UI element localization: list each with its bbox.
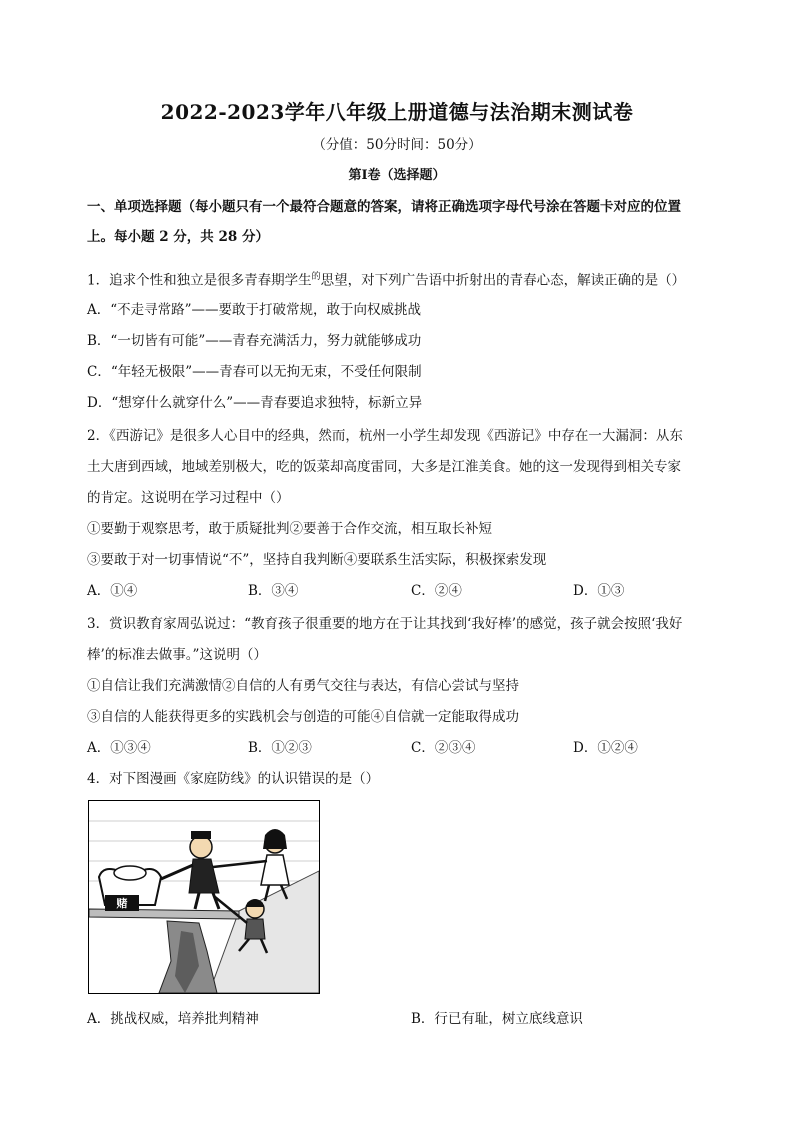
section-instructions-line2: 上。每小题 2 分，共 28 分） <box>87 229 269 245</box>
question-1-stem-part-b: 思望，对下列广告语中折射出的青春心态，解读正确的是（） <box>320 272 686 289</box>
question-3-option-c[interactable]: C．②③④ <box>411 740 476 756</box>
question-1-stem-part-a: 1．追求个性和独立是很多青春期学生 <box>87 272 312 289</box>
question-4-option-a[interactable]: A．挑战权威，培养批判精神 <box>87 1011 259 1027</box>
question-2-statements-line1: ①要勤于观察思考，敢于质疑批判②要善于合作交流，相互取长补短 <box>87 521 492 537</box>
question-1-option-d[interactable]: D．“想穿什么就穿什么”——青春要追求独特，标新立异 <box>87 395 423 411</box>
question-4-stem: 4．对下图漫画《家庭防线》的认识错误的是（） <box>87 771 380 787</box>
cartoon-label: 赌 <box>116 897 128 910</box>
question-3-stem-line1: 3．赏识教育家周弘说过：“教育孩子很重要的地方在于让其找到‘我好棒’的感觉，孩子就会按照‘我好 <box>87 616 683 632</box>
section-instructions-line1: 一、单项选择题（每小题只有一个最符合题意的答案，请将正确选项字母代号涂在答题卡对应的位置 <box>87 199 681 215</box>
exam-meta: （分值：50分时间：50分） <box>312 137 482 153</box>
page-title: 2022-2023学年八年级上册道德与法治期末测试卷 <box>160 100 634 124</box>
question-1-option-c[interactable]: C．“年轻无极限”——青春可以无拘无束，不受任何限制 <box>87 364 422 380</box>
question-1-stem-superscript: 的 <box>311 272 321 282</box>
question-1-option-b[interactable]: B．“一切皆有可能”——青春充满活力，努力就能够成功 <box>87 333 422 349</box>
question-2-statements-line2: ③要敢于对一切事情说“不”，坚持自我判断④要联系生活实际，积极探索发现 <box>87 552 547 568</box>
cartoon-illustration <box>89 801 319 993</box>
question-3-option-a[interactable]: A．①③④ <box>87 740 151 756</box>
question-2-stem-line1: 2．《西游记》是很多人心目中的经典，然而，杭州一小学生却发现《西游记》中存在一大漏洞：从东 <box>87 428 683 444</box>
cartoon-family-defense-line <box>88 800 320 994</box>
question-3-statements-line1: ①自信让我们充满激情②自信的人有勇气交往与表达，有信心尝试与坚持 <box>87 678 519 694</box>
question-4-option-b[interactable]: B．行已有耻，树立底线意识 <box>411 1011 583 1027</box>
question-1-stem <box>87 268 712 290</box>
question-2-stem-line3: 的肯定。这说明在学习过程中（） <box>87 490 290 506</box>
question-2-option-a[interactable]: A．①④ <box>87 583 138 599</box>
part-heading: 第Ⅰ卷（选择题） <box>348 168 446 183</box>
question-3-stem-line2: 棒’的标准去做事。”这说明（） <box>87 647 267 663</box>
question-2-option-d[interactable]: D．①③ <box>573 583 625 599</box>
question-3-option-b[interactable]: B．①②③ <box>248 740 312 756</box>
question-1-option-a[interactable]: A．“不走寻常路”——要敢于打破常规，敢于向权威挑战 <box>87 302 422 318</box>
question-2-option-c[interactable]: C．②④ <box>411 583 462 599</box>
question-2-stem-line2: 土大唐到西域，地域差别极大，吃的饭菜却高度雷同，大多是江淮美食。她的这一发现得到相关专家 <box>87 459 681 475</box>
question-3-option-d[interactable]: D．①②④ <box>573 740 638 756</box>
question-3-statements-line2: ③自信的人能获得更多的实践机会与创造的可能④自信就一定能取得成功 <box>87 709 519 725</box>
question-2-option-b[interactable]: B．③④ <box>248 583 299 599</box>
